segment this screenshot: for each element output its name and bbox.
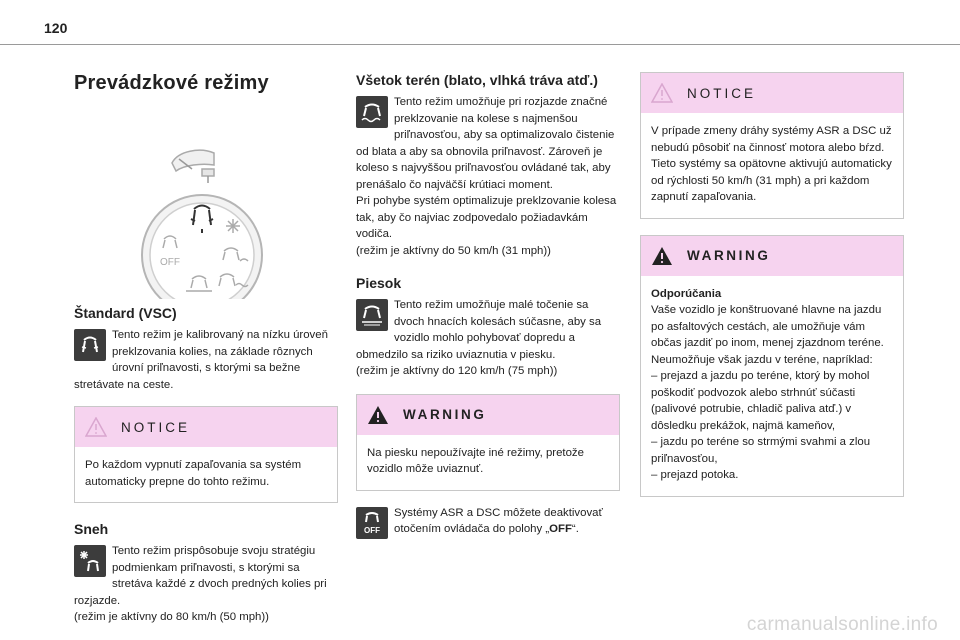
off-text-pre: Systémy ASR a DSC môžete deaktivovať otočením ovládača do polohy „	[394, 506, 603, 535]
sand-note: (režim je aktívny do 120 km/h (75 mph))	[356, 365, 558, 377]
snow-mode-badge-icon	[74, 545, 106, 577]
column-1	[74, 64, 338, 626]
off-section	[356, 505, 620, 541]
off-text-bold: OFF	[549, 523, 572, 535]
warning-list-item: – prejazd potoka.	[651, 469, 739, 481]
off-text	[356, 505, 620, 538]
warning-icon	[367, 405, 389, 425]
standard-section	[74, 305, 338, 393]
allterrain-text-2: Pri pohybe systém optimalizuje preklzovanie kolesa tak, aby čo najviac zodpovedalo požiadavkám vodiča.	[356, 195, 617, 240]
snow-heading: Sneh	[74, 521, 109, 537]
warning-title-2: WARNING	[687, 248, 771, 263]
sand-mode-badge-icon	[356, 299, 388, 331]
column-3	[640, 64, 904, 497]
warning-list-item: – jazdu po teréne so strmými svahmi a zlou priľnavosťou,	[651, 436, 871, 465]
off-badge-label: OFF	[364, 525, 380, 535]
notice-title: NOTICE	[121, 419, 191, 435]
snow-mode-icon	[226, 219, 240, 233]
warning-box-2	[640, 235, 904, 497]
warning-text: Na piesku nepoužívajte iné režimy, pretože vozidlo môže uviaznuť.	[367, 446, 584, 475]
page-number: 120	[44, 20, 68, 36]
snow-text: Tento režim prispôsobuje svoju stratégiu podmienkam priľnavosti, s ktorými sa stretáva každé z dvoch predných kolies pri rozjazde.	[74, 545, 327, 607]
standard-mode-badge-icon	[74, 329, 106, 361]
notice-header-2	[641, 73, 903, 113]
warning-title: WARNING	[403, 407, 487, 422]
warning-text-2b: Neumožňuje však jazdu v teréne, napríklad:	[651, 353, 873, 366]
standard-heading: Štandard (VSC)	[74, 305, 177, 321]
notice-title-2: NOTICE	[687, 85, 757, 101]
sand-section	[356, 275, 620, 380]
notice-icon	[85, 417, 107, 437]
snow-note: (režim je aktívny do 80 km/h (50 mph))	[74, 611, 269, 623]
notice-box-1	[74, 406, 338, 503]
warning-box-1	[356, 394, 620, 491]
mode-dial-illustration	[74, 109, 338, 299]
off-mode-badge-icon	[356, 507, 388, 539]
notice-text-2b: Tieto systémy sa opätovne aktivujú automaticky od rýchlosti 50 km/h (31 mph) a pri každom zapnutí zapaľovania.	[651, 158, 892, 203]
dial-drawing	[74, 109, 338, 299]
warning-subheading: Odporúčania	[651, 287, 722, 300]
watermark: carmanualsonline.info	[746, 614, 938, 635]
notice-header	[75, 407, 337, 447]
page-title: Prevádzkové režimy	[74, 72, 269, 94]
allterrain-note: (režim je aktívny do 50 km/h (31 mph))	[356, 244, 551, 257]
sand-heading: Piesok	[356, 275, 402, 291]
allterrain-heading: Všetok terén (blato, vlhká tráva atď.)	[356, 72, 598, 88]
snow-section	[74, 521, 338, 626]
header-rule	[0, 44, 960, 45]
allterrain-text: Tento režim umožňuje pri rozjazde značné preklzovanie na kolese s najmenšou priľnavosťou, aby sa optimalizovalo čistenie od blata a aby sa obnovila priľnavosť. Zároveň je koleso s najvyššou priľnavosťou ovládané tak, aby prenášalo čo najväčší krútiaci moment.	[356, 96, 615, 191]
warning-list-item: – prejazd a jazdu po teréne, ktorý by mohol poškodiť podvozok alebo strhnúť súčasti (palivové potrubie, chladič paliva atď.) v dôsledku prekážok, najmä kameňov,	[651, 370, 870, 432]
notice-box-2	[640, 72, 904, 219]
warning-icon	[651, 246, 673, 266]
off-text-post: “.	[571, 523, 579, 535]
notice-icon	[651, 83, 673, 103]
steering-wheel-icon	[172, 150, 214, 183]
warning-header-2	[641, 236, 903, 276]
allterrain-section	[356, 72, 620, 259]
notice-text: Po každom vypnutí zapaľovania sa systém automaticky prepne do tohto režimu.	[85, 459, 302, 488]
sand-text: Tento režim umožňuje malé točenie sa dvoch hnacích kolesách súčasne, aby sa vozidlo mohlo pohybovať dopredu a obmedzilo sa riziko uviaznutia v piesku.	[356, 299, 602, 361]
notice-text-2: V prípade zmeny dráhy systémy ASR a DSC už nebudú pôsobiť na činnosť motora alebo bŕzd.	[651, 125, 892, 154]
dial-off-label: OFF	[160, 257, 180, 268]
standard-text: Tento režim je kalibrovaný na nízku úroveň preklzovania kolies, na základe rôznych úrovní priľnavosti, s ktorými sa bežne stretávate na ceste.	[74, 329, 328, 391]
allterrain-mode-badge-icon	[356, 96, 388, 128]
column-2	[356, 64, 620, 541]
warning-header	[357, 395, 619, 435]
warning-text-2: Vaše vozidlo je konštruované hlavne na jazdu po asfaltových cestách, ale umožňuje vám občas jazdiť po inom, menej zjazdnom teréne.	[651, 304, 884, 349]
